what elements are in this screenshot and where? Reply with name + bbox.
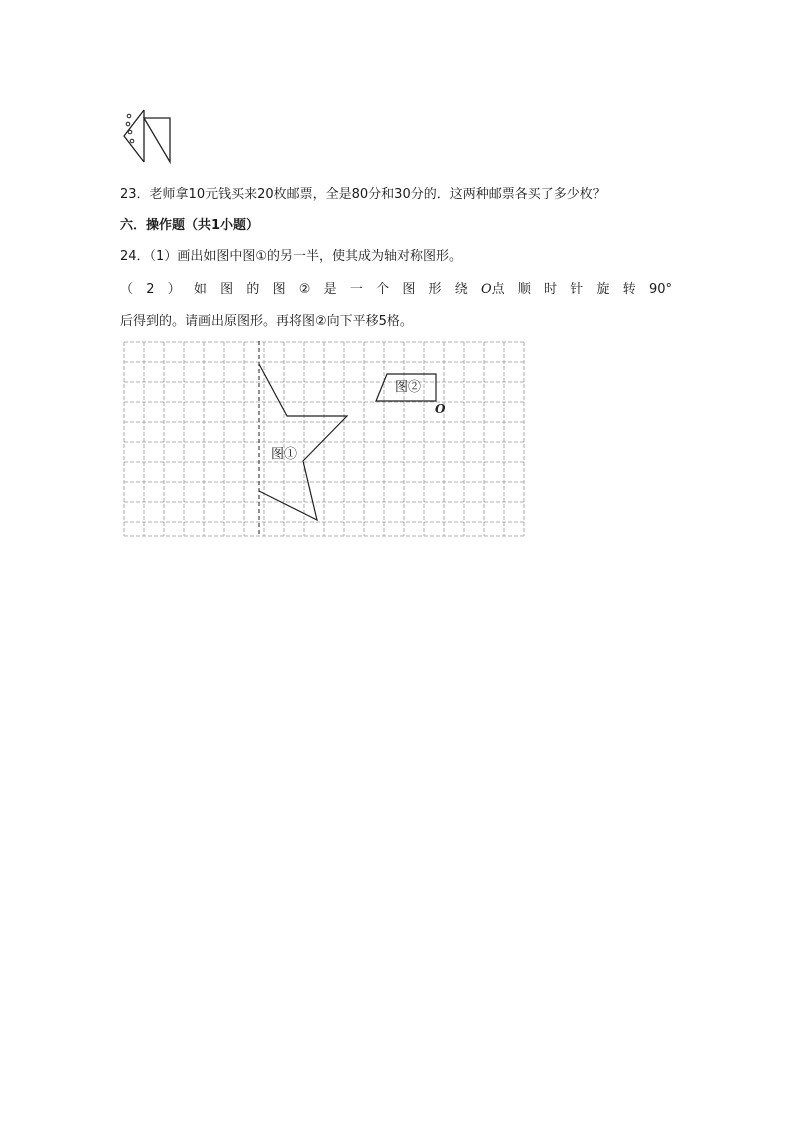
question-24-part-2-token: 2 xyxy=(146,282,155,297)
question-24-part-2-token: 绕 xyxy=(454,282,468,297)
question-24-part-2-token: 图 xyxy=(402,282,416,297)
question-24-part-2-token: 一 xyxy=(349,282,363,297)
figure-2-label: 图② xyxy=(395,379,422,394)
question-24-part-2-token: 时 xyxy=(544,282,558,297)
question-24-part-2-token: 图 xyxy=(272,282,286,297)
question-24-part-2-token: （ xyxy=(120,282,134,297)
question-24-part-2-token: 图 xyxy=(220,282,234,297)
question-23: 23．老师拿10元钱买来20枚邮票，全是80分和30分的．这两种邮票各买了多少枚？ xyxy=(120,187,606,202)
section-6-title: 六．操作题（共1小题） xyxy=(120,218,260,233)
question-24-part-2-token: 个 xyxy=(376,282,390,297)
question-24-part-2-token: O点 xyxy=(480,282,505,297)
question-24-part-2-token: 顺 xyxy=(517,282,531,297)
question-24-part-1: 24．（1）画出如图中图①的另一半，使其成为轴对称图形。 xyxy=(120,249,462,264)
point-o-label: O xyxy=(435,402,446,416)
grid-figure xyxy=(123,341,525,537)
question-24-part-2-token: 针 xyxy=(570,282,584,297)
question-24-part-2-token: 是 xyxy=(323,282,337,297)
fish-bubble xyxy=(128,130,132,134)
question-24-part-2-continuation: 后得到的。请画出原图形。再将图②向下平移5格。 xyxy=(120,314,413,329)
question-24-part-2-token: 形 xyxy=(428,282,442,297)
fish-tail-triangle xyxy=(144,118,170,162)
question-24-part-2-token: 旋 xyxy=(596,282,610,297)
question-24-part-2-token: ） xyxy=(167,282,181,297)
fish-bubble xyxy=(126,122,130,126)
question-24-part-2-token: ② xyxy=(298,282,311,297)
question-24-part-2-token: 的 xyxy=(246,282,260,297)
fish-eye xyxy=(130,139,134,143)
question-24-part-2-token: 如 xyxy=(193,282,207,297)
question-24-part-2-token: 90° xyxy=(648,282,672,297)
figure-1-label: 图① xyxy=(271,446,298,461)
question-24-part-2-token: 转 xyxy=(622,282,636,297)
fish-head-outline xyxy=(124,110,144,162)
fish-bubble xyxy=(127,114,131,118)
fish-figure xyxy=(110,104,174,168)
question-24-part-2 xyxy=(120,281,672,299)
figure-1-half xyxy=(259,364,347,520)
